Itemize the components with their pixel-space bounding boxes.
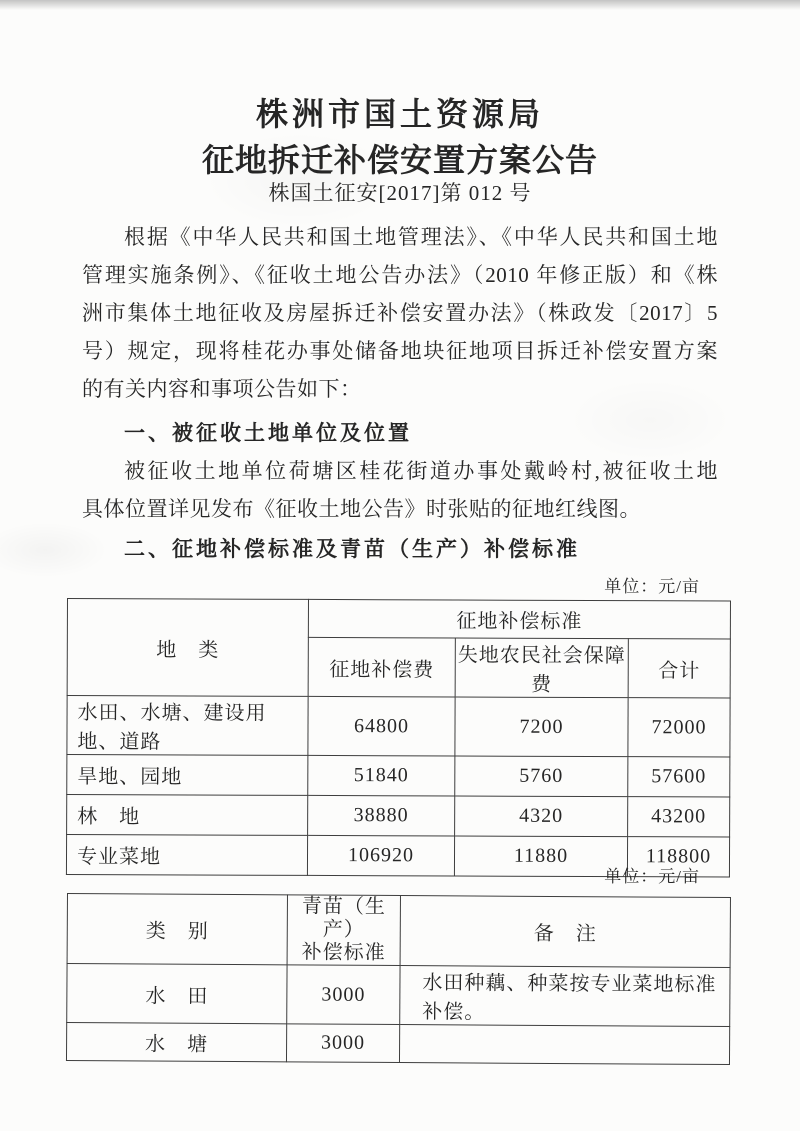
table-row: [67, 964, 730, 1027]
table-row: [67, 755, 730, 798]
land-compensation-table: [66, 598, 731, 878]
crop-compensation-table: [66, 893, 731, 1065]
cell-social: 7200: [455, 697, 628, 757]
paragraph-line: 的有关内容和事项公告如下：: [82, 377, 362, 401]
cell-fee: 106920: [307, 835, 454, 876]
cell-category: 水 塘: [66, 1023, 286, 1062]
column-header-group: 征地补偿标准: [308, 599, 730, 639]
unit-label-table2: 单位：元/亩: [604, 867, 700, 886]
cell-land-type: 旱地、园地: [67, 755, 308, 796]
column-header-crop-standard: [287, 895, 400, 966]
cell-total: 43200: [628, 797, 730, 837]
cell-remark: 水田种藕、种菜按专业菜地标准补偿。: [400, 966, 730, 1027]
paragraph-line: 根据《中华人民共和国土地管理法》、《中华人民共和国土地: [124, 225, 718, 249]
cell-land-type: 水田、水塘、建设用地、道路: [67, 696, 308, 756]
cell-remark: [399, 1025, 729, 1065]
cell-total: 57600: [628, 757, 730, 797]
cell-total: 118800: [627, 837, 729, 877]
column-header-land-type: 地 类: [67, 599, 308, 697]
cell-land-type: 专业菜地: [66, 835, 307, 876]
paragraph-line: 洲市集体土地征收及房屋拆迁补偿安置办法》（株政发〔2017〕5: [82, 301, 718, 325]
cell-social: 11880: [454, 836, 627, 877]
paragraph-line: 具体位置详见发布《征收土地公告》时张贴的征地红线图。: [82, 497, 641, 521]
column-header-remark: 备 注: [400, 896, 730, 968]
column-header-category: 类 别: [67, 894, 287, 965]
cell-social: 4320: [455, 796, 628, 837]
document-number: 株国土征安[2017]第 012 号: [268, 181, 532, 205]
cell-fee: 38880: [308, 795, 455, 836]
cell-category: 水 田: [67, 964, 287, 1024]
column-header-total: 合计: [628, 639, 730, 698]
cell-land-type: 林 地: [67, 795, 308, 836]
section-heading-1: 一、被征收土地单位及位置: [124, 421, 412, 445]
crop-standard-line-1: 青苗（生产）: [301, 895, 386, 941]
document-title-line-1: 株洲市国土资源局: [255, 96, 544, 132]
document-title-line-2: 征地拆迁补偿安置方案公告: [201, 142, 598, 178]
cell-social: 5760: [455, 756, 628, 797]
paragraph-line: 号）规定，现将桂花办事处储备地块征地项目拆迁补偿安置方案: [82, 339, 718, 363]
cell-fee: 51840: [308, 755, 455, 796]
crop-standard-line-2: 补偿标准: [301, 941, 386, 964]
cell-total: 72000: [628, 698, 730, 757]
column-header-fee: 征地补偿费: [308, 637, 455, 697]
body-text: [82, 218, 718, 568]
table-row: [67, 795, 730, 838]
cell-standard: 3000: [286, 1024, 399, 1063]
paragraph-line: 管理实施条例》、《征收土地公告办法》（2010 年修正版）和《株: [82, 263, 718, 287]
paragraph-line: 被征收土地单位荷塘区桂花街道办事处戴岭村,被征收土地: [124, 459, 718, 483]
section-heading-2: 二、征地补偿标准及青苗（生产）补偿标准: [124, 537, 580, 561]
unit-label-table1: 单位：元/亩: [604, 577, 700, 596]
column-header-social: 失地农民社会保障费: [455, 638, 628, 698]
table-row: [66, 1023, 729, 1065]
cell-fee: 64800: [308, 696, 455, 756]
table-row: [67, 696, 730, 758]
cell-standard: 3000: [287, 965, 400, 1025]
